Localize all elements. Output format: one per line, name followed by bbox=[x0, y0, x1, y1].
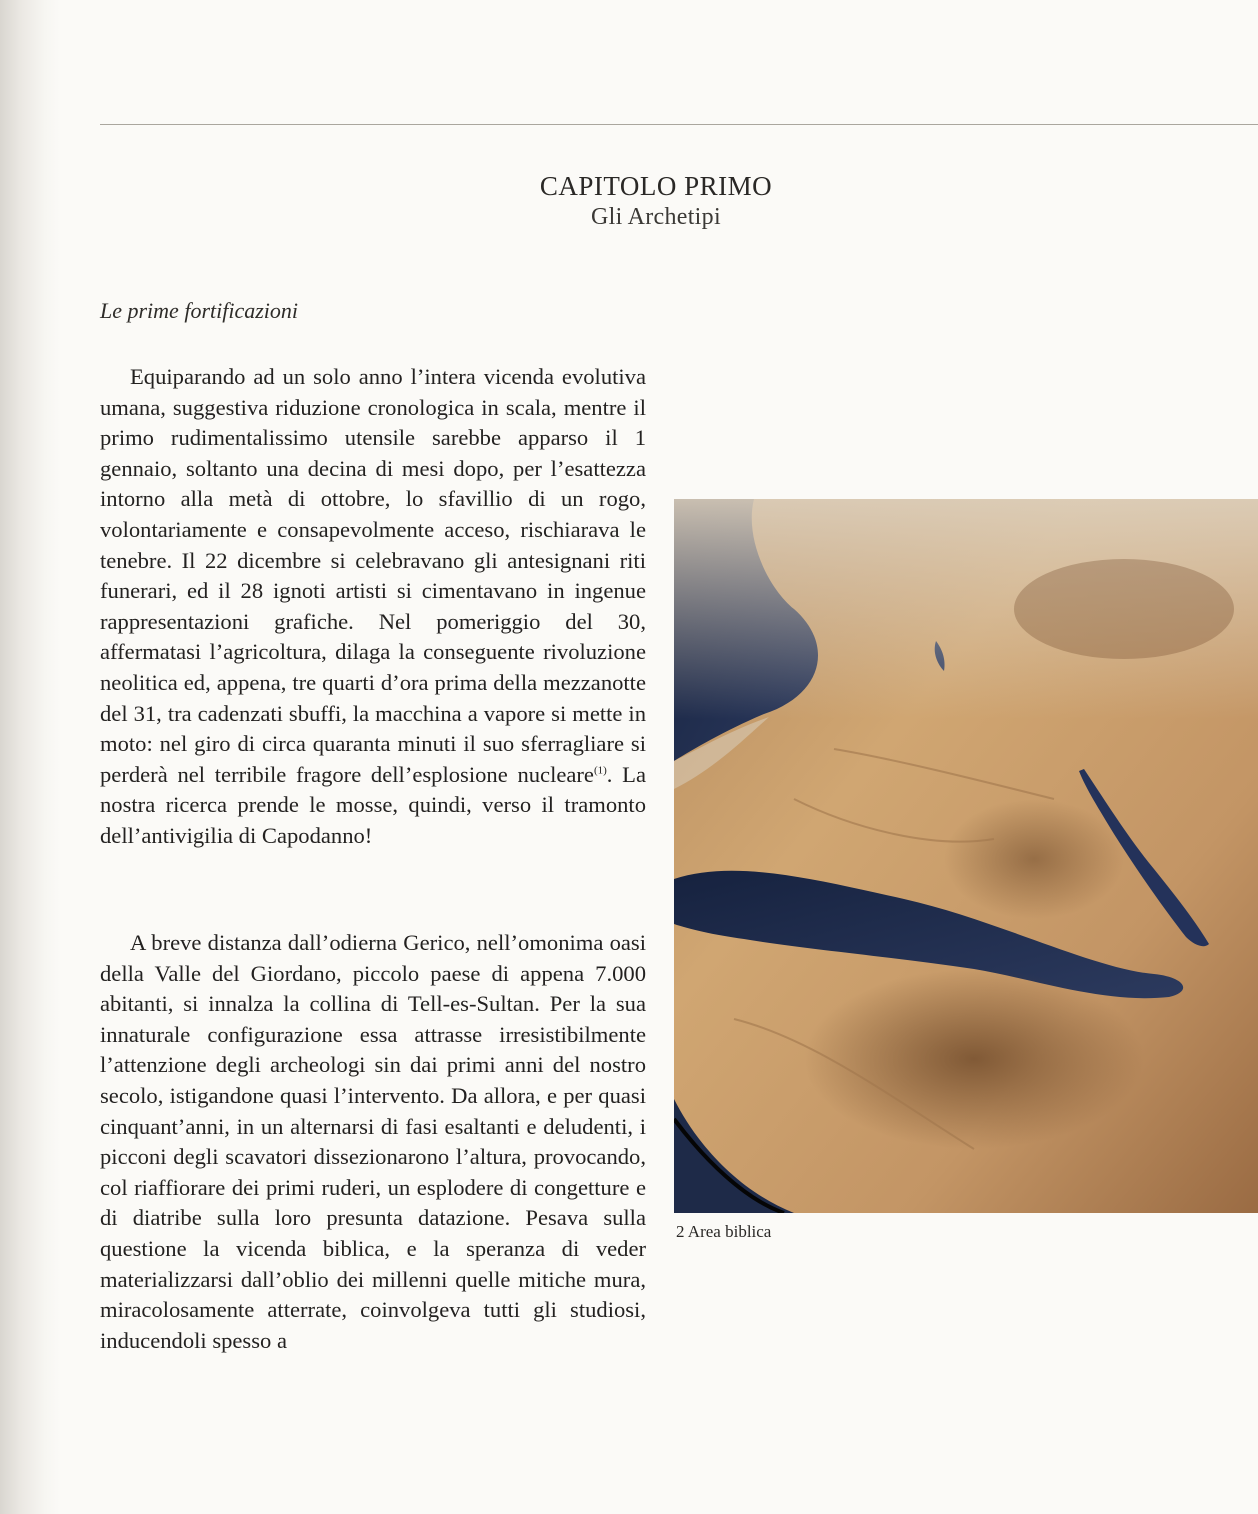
chapter-subtitle: Gli Archetipi bbox=[591, 204, 721, 230]
top-rule bbox=[100, 124, 1258, 125]
footnote-ref-1[interactable]: (1) bbox=[593, 764, 607, 777]
paragraph-1-text bbox=[100, 362, 646, 852]
chapter-title: CAPITOLO PRIMO bbox=[539, 171, 773, 201]
figure-caption: 2 Area biblica bbox=[676, 1222, 772, 1241]
paragraph-2 bbox=[100, 928, 646, 1356]
paragraph-1-after-note: . La nostra ricerca prende le mosse, quindi, verso il tramonto dell’antivigilia di Capodanno! bbox=[100, 761, 646, 848]
page-spine-shadow bbox=[0, 0, 60, 1514]
satellite-photo-figure bbox=[674, 499, 1258, 1213]
photo-northern-ridge bbox=[1014, 559, 1234, 659]
chapter-heading bbox=[476, 170, 836, 232]
section-title: Le prime fortificazioni bbox=[100, 298, 298, 323]
satellite-photo bbox=[674, 499, 1258, 1213]
photo-mountains-dark bbox=[804, 969, 1144, 1149]
paragraph-1 bbox=[100, 362, 646, 852]
paragraph-1-before-note: Equiparando ad un solo anno l’intera vicenda evolutiva umana, suggestiva riduzione cronologica in scala, mentre il primo rudimentalissimo utensile sarebbe apparso il 1 gennaio, soltanto una decina di mesi dopo, per l’esattezza intorno alla metà di ottobre, lo sfavillio di un rogo, volontariamente e consapevolmente acceso, rischiarava le tenebre. Il 22 dicembre si celebravano gli antesignani riti funerari, ed il 28 ignoti artisti si cimentavano in ingenue rappresentazioni grafiche. Nel pomeriggio del 30, affermatasi l’agricoltura, dilaga la conseguente rivoluzione neolitica ed, appena, tre quarti d’ora prima della mezzanotte del 31, tra cadenzati sbuffi, la macchina a vapore si mette in moto: nel giro di circa quaranta minuti il suo sferragliare si perderà nel terribile fragore dell’esplosione nucleare bbox=[100, 364, 646, 787]
paragraph-2-text: A breve distanza dall’odierna Gerico, nell’omonima oasi della Valle del Giordano, piccolo paese di appena 7.000 abitanti, si innalza la collina di Tell-es-Sultan. Per la sua innaturale configurazione essa attrasse irresistibilmente l’attenzione degli archeologi sin dai primi anni del nostro secolo, istigandone quasi l’intervento. Da allora, e per quasi cinquant’anni, in un alternarsi di fasi esaltanti e deludenti, i picconi degli scavatori dissezionarono l’altura, provocando, col riaffiorare dei primi ruderi, un esplodere di congetture e di diatribe sulla loro presunta datazione. Pesava sulla questione la vicenda biblica, e la speranza di veder materializzarsi dall’oblio dei millenni quelle mitiche mura, miracolosamente atterrate, coinvolgeva tutti gli studiosi, inducendoli spesso a bbox=[100, 930, 646, 1353]
photo-sinai-mountains bbox=[944, 799, 1124, 919]
